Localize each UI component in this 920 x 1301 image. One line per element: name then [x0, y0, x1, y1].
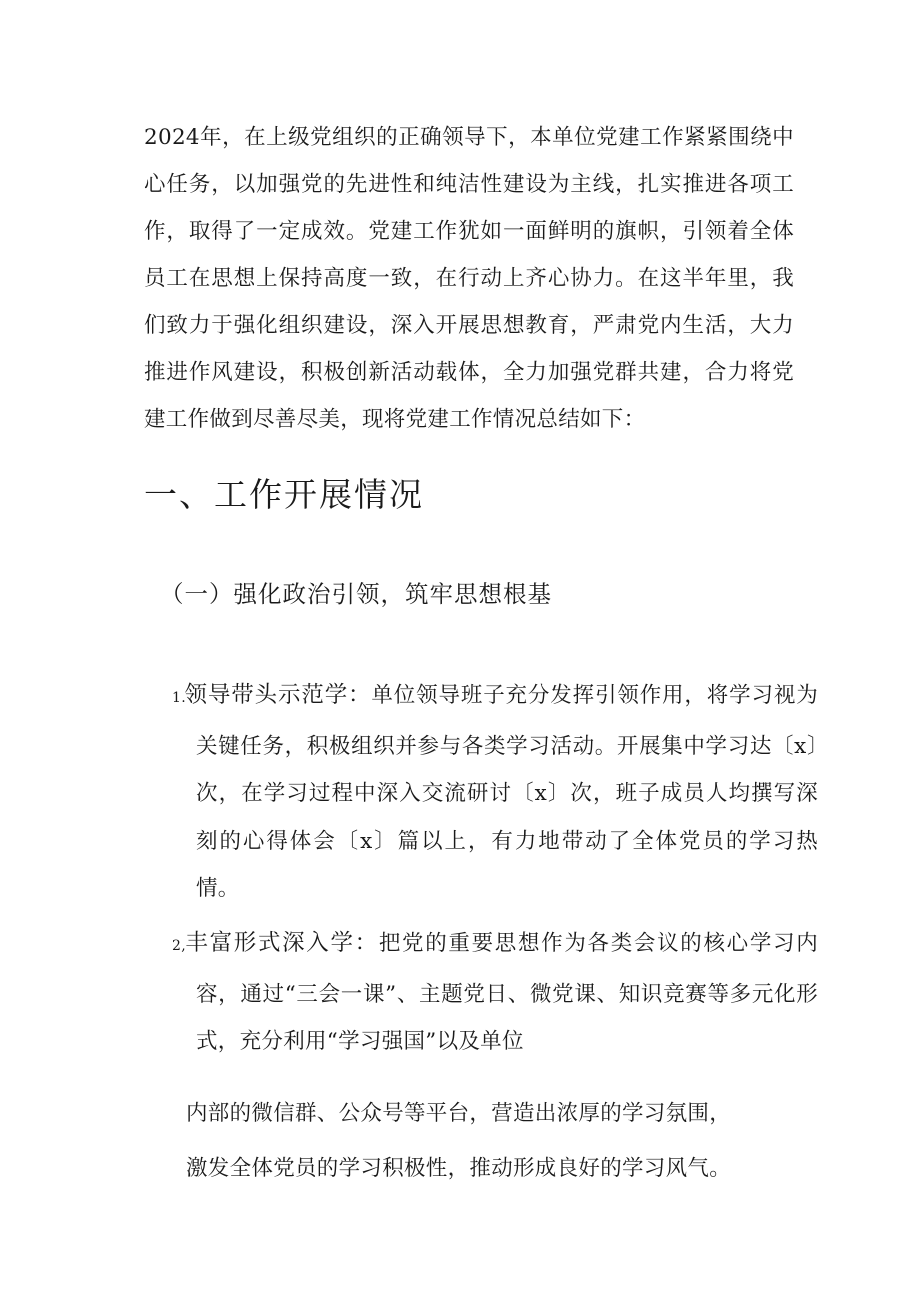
- continuation-paragraph: [186, 1086, 786, 1196]
- intro-paragraph: 2024年，在上级党组织的正确领导下，本单位党建工作紧紧围绕中心任务，以加强党的先进性和纯洁性建设为主线，扎实推进各项工作，取得了一定成效。党建工作犹如一面鲜明的旗帜，引领着全体员工在思想上保持高度一致，在行动上齐心协力。在这半年里，我们致力于强化组织建设，深入开展思想教育，严肃党内生活，大力推进作风建设，积极创新活动载体，全力加强党群共建，合力将党建工作做到尽善尽美，现将党建工作情况总结如下：: [144, 125, 794, 432]
- continuation-line-1: 内部的微信群、公众号等平台，营造出浓厚的学习氛围，: [186, 1101, 732, 1126]
- list-item-lead: 丰富形式深入学：: [184, 930, 379, 956]
- subsection-heading: （一）强化政治引领，筑牢思想根基: [160, 580, 552, 608]
- list-item-body: 单位领导班子充分发挥引领作用，将学习视为关键任务，积极组织并参与各类学习活动。开展集中学习达〔x〕次，在学习过程中深入交流研讨〔x〕次，班子成员人均撰写深刻的心得体会〔x〕篇以上，有力地带动了全体党员的学习热情。: [196, 683, 818, 901]
- list-item-2: [172, 920, 818, 1066]
- list-item-number: 1.: [172, 690, 186, 706]
- list-item-number: 2,: [172, 938, 186, 954]
- list-item-1: [172, 672, 818, 913]
- continuation-line-2: 激发全体党员的学习积极性，推动形成良好的学习风气。: [186, 1156, 732, 1181]
- list-item-lead: 领导带头示范学：: [184, 682, 372, 708]
- list-item-body: 把党的重要思想作为各类会议的核心学习内容，通过“三会一课”、主题党日、微党课、知识竞赛等多元化形式，充分利用“学习强国”以及单位: [196, 931, 819, 1054]
- section-heading: 一、工作开展情况: [144, 475, 424, 514]
